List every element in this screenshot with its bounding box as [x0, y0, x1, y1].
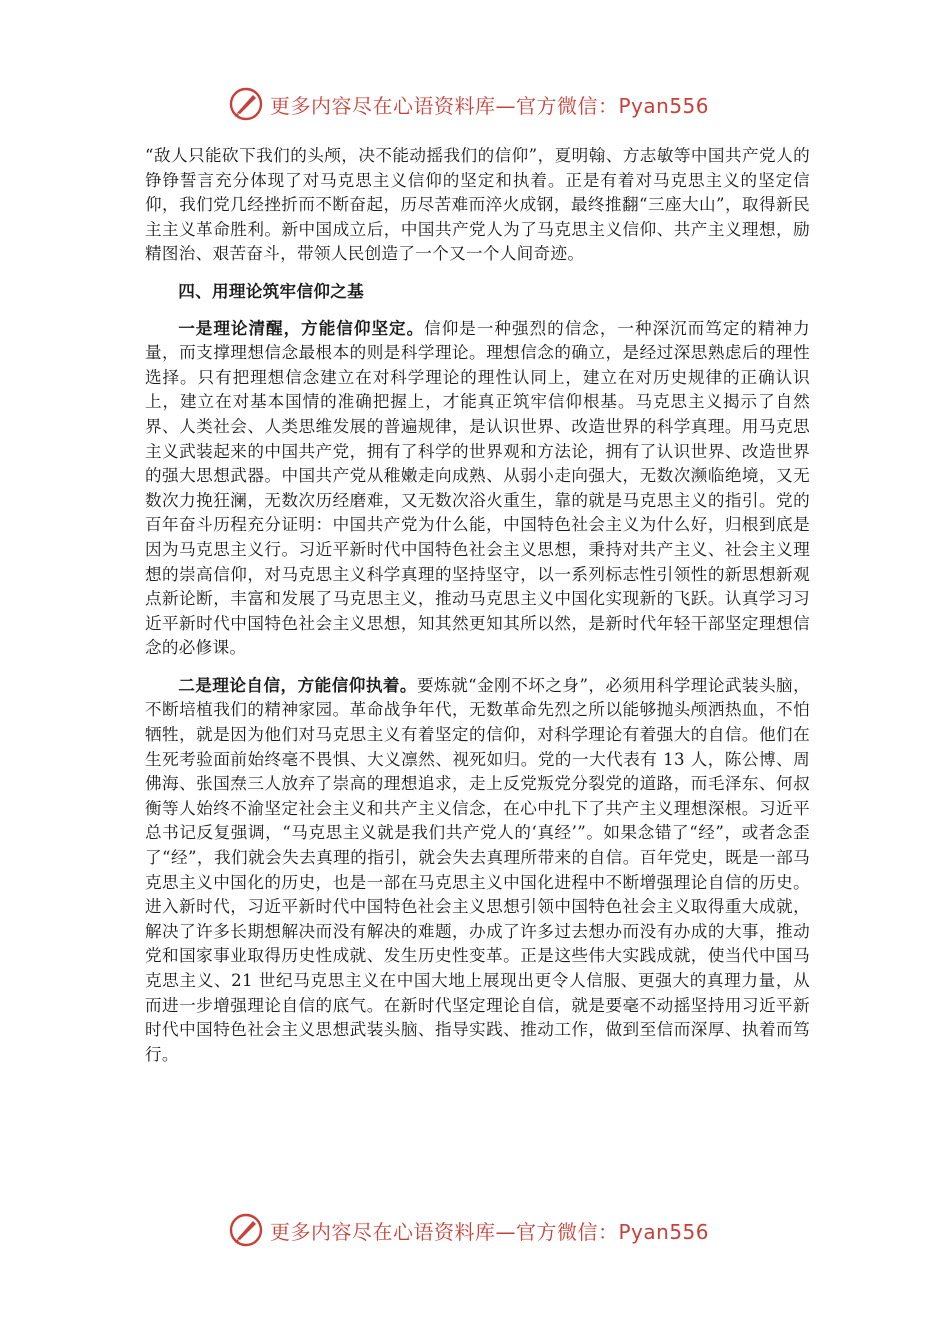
quill-pen-icon [228, 86, 264, 122]
header-banner-text: 更多内容尽在心语资料库—官方微信：Pyan556 [270, 93, 710, 118]
paragraph-theory-clarity [145, 316, 810, 661]
footer-watermark-banner [228, 1210, 728, 1250]
paragraph-text-clarity: 信仰是一种强烈的信念，一种深沉而笃定的精神力量，而支撑理想信念最根本的则是科学理论。理想信念的确立，是经过深思熟虑后的理性选择。只有把理想信念建立在对科学理论的理性认同上，建立在对历史规律的正确认识上，建立在对基本国情的准确把握上，才能真正筑牢信仰根基。马克思主义揭示了自然界、人类社会、人类思维发展的普遍规律，是认识世界、改造世界的科学真理。用马克思主义武装起来的中国共产党，拥有了科学的世界观和方法论，拥有了认识世界、改造世界的强大思想武器。中国共产党从稚嫩走向成熟、从弱小走向强大，无数次濒临绝境，又无数次力挽狂澜，无数次历经磨难，又无数次浴火重生，靠的就是马克思主义的指引。党的百年奋斗历程充分证明：中国共产党为什么能，中国特色社会主义为什么好，归根到底是因为马克思主义行。习近平新时代中国特色社会主义思想，秉持对共产主义、社会主义理想的崇高信仰，对马克思主义科学真理的坚持坚守，以一系列标志性引领性的新思想新观点新论断，丰富和发展了马克思主义，推动马克思主义中国化实现新的飞跃。认真学习习近平新时代中国特色社会主义思想，知其然更知其所以然，是新时代年轻干部坚定理想信念的必修课。 [145, 318, 810, 658]
paragraph-lead-clarity: 一是理论清醒，方能信仰坚定。 [178, 317, 425, 338]
header-watermark-banner [228, 84, 728, 124]
paragraph-theory-confidence [145, 673, 810, 1068]
section-heading: 四、用理论筑牢信仰之基 [178, 280, 365, 301]
quill-pen-icon [228, 1212, 264, 1248]
paragraph-intro: “敌人只能砍下我们的头颅，决不能动摇我们的信仰”，夏明翰、方志敏等中国共产党人的铮铮誓言充分体现了对马克思主义信仰的坚定和执着。正是有着对马克思主义的坚定信仰，我们党几经挫折而不断奋起，历尽苦难而淬火成钢，最终推翻“三座大山”，取得新民主主义革命胜利。新中国成立后，中国共产党人为了马克思主义信仰、共产主义理想，励精图治、艰苦奋斗，带领人民创造了一个又一个人间奇迹。 [145, 146, 810, 264]
document-body [145, 144, 810, 1067]
footer-banner-text: 更多内容尽在心语资料库—官方微信：Pyan556 [270, 1219, 710, 1244]
paragraph-text-confidence: 要炼就“金刚不坏之身”，必须用科学理论武装头脑，不断培植我们的精神家园。革命战争年代，无数革命先烈之所以能够抛头颅洒热血，不怕牺牲，就是因为他们对马克思主义有着坚定的信仰，对科学理论有着强大的自信。他们在生死考验面前始终毫不畏惧、大义凛然、视死如归。党的一大代表有 13 人，陈公博、周佛海、张国焘三人放弃了崇高的理想追求，走上反党叛党分裂党的道路，而毛泽东、何叔衡等人始终不渝坚定社会主义和共产主义信念，在心中扎下了共产主义理想深根。习近平总书记反复强调，“马克思主义就是我们共产党人的‘真经’”。如果念错了“经”，或者念歪了“经”，我们就会失去真理的指引，就会失去真理所带来的自信。百年党史，既是一部马克思主义中国化的历史，也是一部在马克思主义中国化进程中不断增强理论自信的历史。进入新时代，习近平新时代中国特色社会主义思想引领中国特色社会主义取得重大成就，解决了许多长期想解决而没有解决的难题，办成了许多过去想办而没有办成的大事，推动党和国家事业取得历史性成就、发生历史性变革。正是这些伟大实践成就，使当代中国马克思主义、21 世纪马克思主义在中国大地上展现出更令人信服、更强大的真理力量，从而进一步增强理论自信的底气。在新时代坚定理论自信，就是要毫不动摇坚持用习近平新时代中国特色社会主义思想武装头脑、指导实践、推动工作，做到至信而深厚、执着而笃行。 [145, 675, 810, 1064]
paragraph-lead-confidence: 二是理论自信，方能信仰执着。 [178, 674, 417, 695]
